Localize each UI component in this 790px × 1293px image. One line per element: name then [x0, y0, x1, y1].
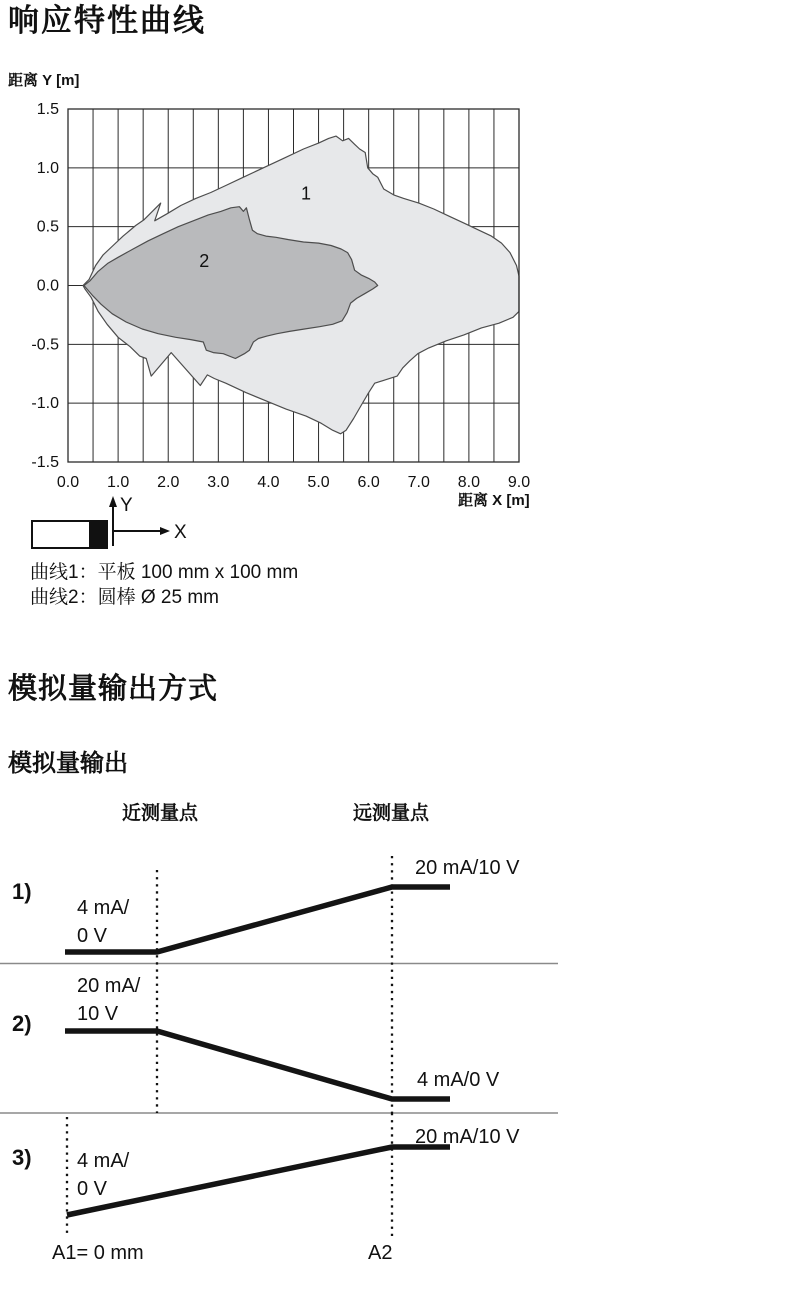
diagram-1-start-label-line1: 4 mA/ — [77, 897, 130, 919]
chart-x-axis-label: 距离 X [m] — [458, 492, 530, 509]
sensor-x-label: X — [174, 522, 187, 543]
x-tick-label: 9.0 — [507, 474, 531, 491]
x-tick-label: 5.0 — [307, 474, 330, 491]
a1-zero-label: A1= 0 mm — [52, 1242, 144, 1264]
diagram-1-end-label: 20 mA/10 V — [415, 857, 520, 879]
diagram-2-end-label: 4 mA/0 V — [417, 1069, 500, 1091]
diagram-3-number: 3) — [12, 1145, 32, 1170]
y-tick-label: -1.0 — [31, 395, 59, 413]
y-axis-arrowhead — [109, 496, 117, 507]
y-tick-label: 0.5 — [36, 218, 59, 236]
a2-label: A2 — [368, 1242, 393, 1264]
far-measuring-point-label: 远测量点 — [353, 803, 430, 824]
x-tick-label: 2.0 — [157, 474, 180, 491]
diagram-2-number: 2) — [12, 1011, 32, 1036]
y-tick-label: 1.0 — [36, 159, 59, 177]
legend-curve-2: 曲线2：圆棒 Ø 25 mm — [30, 587, 219, 608]
x-tick-label: 4.0 — [257, 474, 280, 491]
sensor-y-label: Y — [120, 495, 133, 516]
diagram-3-start-label-line2: 0 V — [77, 1178, 108, 1200]
y-tick-label: 0.0 — [36, 277, 59, 295]
x-axis-arrowhead — [160, 527, 170, 535]
y-tick-label: -1.5 — [31, 454, 59, 471]
x-tick-label: 0.0 — [56, 474, 80, 491]
chart-y-axis-label: 距离 Y [m] — [8, 72, 80, 89]
section-title-analog: 模拟量输出方式 — [8, 673, 219, 705]
x-tick-label: 7.0 — [407, 474, 430, 491]
subsection-title-analog: 模拟量输出 — [8, 750, 128, 777]
diagram-3-start-label-line1: 4 mA/ — [77, 1150, 130, 1172]
legend-curve-1: 曲线1：平板 100 mm x 100 mm — [30, 562, 299, 583]
x-tick-label: 6.0 — [357, 474, 380, 491]
page-title: 响应特性曲线 — [8, 3, 206, 38]
diagram-2-start-label-line2: 10 V — [77, 1003, 119, 1025]
curve-label-2: 2 — [199, 250, 210, 271]
x-tick-label: 3.0 — [207, 474, 230, 491]
x-tick-label: 8.0 — [457, 474, 481, 491]
diagram-2-start-label-line1: 20 mA/ — [77, 975, 141, 997]
y-tick-label: 1.5 — [36, 101, 59, 118]
diagram-3-end-label: 20 mA/10 V — [415, 1126, 520, 1148]
sensor-face — [89, 521, 107, 548]
near-measuring-point-label: 近测量点 — [122, 803, 199, 824]
y-tick-label: -0.5 — [31, 336, 59, 354]
curve-label-1: 1 — [301, 183, 312, 204]
diagram-1-start-label-line2: 0 V — [77, 925, 108, 947]
diagram-1-number: 1) — [12, 879, 32, 904]
x-tick-label: 1.0 — [106, 474, 130, 491]
